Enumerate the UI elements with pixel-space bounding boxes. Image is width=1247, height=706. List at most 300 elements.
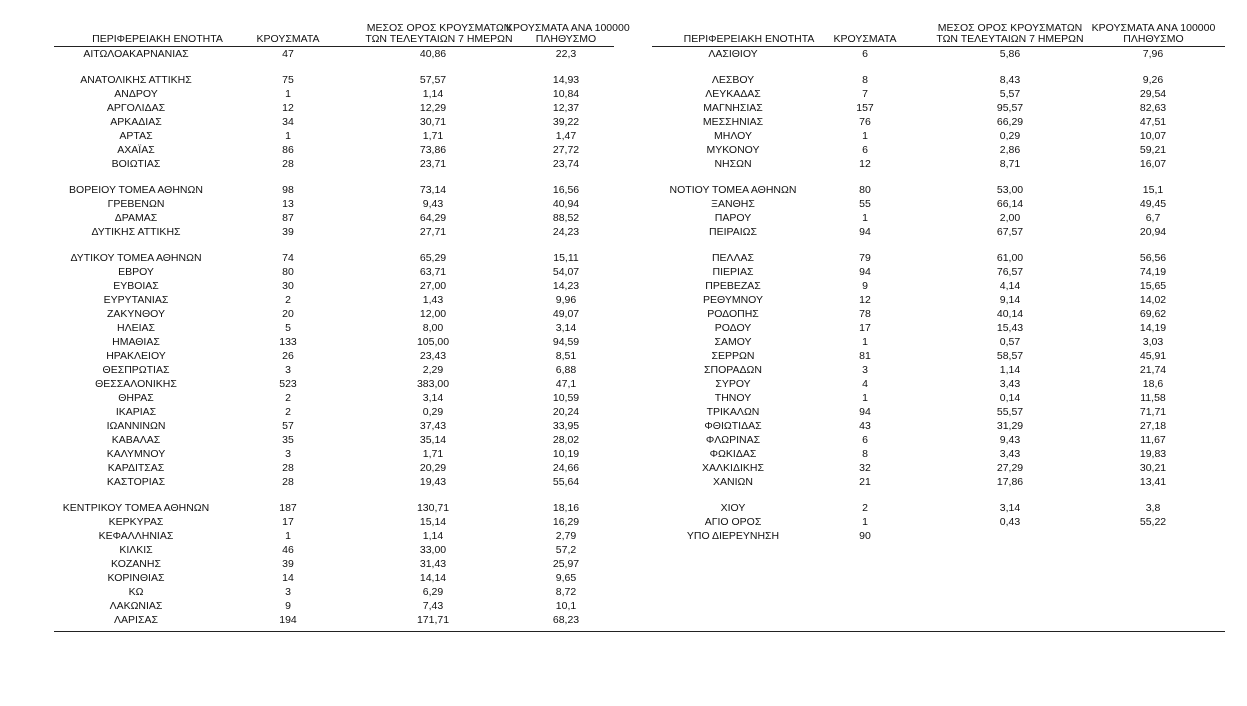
table-row [652,265,1225,279]
cell-cases: 187 [279,502,297,514]
cell-per100k: 20,94 [1139,226,1167,238]
table-row [652,73,1225,87]
cell-per100k: 23,74 [552,158,580,170]
cell-cases: 523 [279,378,297,390]
table-row [54,143,614,157]
cell-avg: 1,71 [422,448,444,460]
cell-cases: 1 [862,212,868,224]
table-row [54,529,614,543]
cell-cases: 5 [285,322,291,334]
cell-region: ΦΛΩΡΙΝΑΣ [705,434,761,446]
cell-per100k: 15,1 [1142,184,1164,196]
cell-region: ΚΟΖΑΝΗΣ [111,558,161,570]
cell-region: ΚΑΒΑΛΑΣ [111,434,161,446]
cell-per100k: 10,07 [1139,130,1167,142]
cell-avg: 17,86 [996,476,1024,488]
table-row [652,47,1225,61]
table-row [54,47,614,61]
cell-per100k: 49,07 [552,308,580,320]
table-row [652,419,1225,433]
cell-cases: 6 [862,144,868,156]
cell-per100k: 49,45 [1139,198,1167,210]
cell-per100k: 55,64 [552,476,580,488]
table-row [652,307,1225,321]
table-row [54,515,614,529]
cell-cases: 55 [859,198,871,210]
cell-avg: 3,43 [999,378,1021,390]
cell-avg: 66,29 [996,116,1024,128]
cell-avg: 0,43 [999,516,1021,528]
cell-cases: 39 [282,226,294,238]
cell-per100k: 69,62 [1139,308,1167,320]
table-row [54,225,614,239]
cell-cases: 94 [859,266,871,278]
cell-cases: 35 [282,434,294,446]
table-row [652,183,1225,197]
table-row [652,251,1225,265]
cell-avg: 1,14 [422,530,444,542]
cell-avg: 14,14 [419,572,447,584]
cell-per100k: 16,56 [552,184,580,196]
cell-avg: 73,14 [419,184,447,196]
cell-avg: 19,43 [419,476,447,488]
cell-per100k: 24,23 [552,226,580,238]
cell-region: ΘΗΡΑΣ [118,392,154,404]
cell-avg: 30,71 [419,116,447,128]
cell-avg: 7,43 [422,600,444,612]
cell-per100k: 8,51 [555,350,577,362]
cell-region: ΣΥΡΟΥ [715,378,751,390]
cell-region: ΡΕΘΥΜΝΟΥ [702,294,763,306]
cell-cases: 6 [862,48,868,60]
cell-avg: 40,86 [419,48,447,60]
cell-avg: 9,43 [999,434,1021,446]
cell-cases: 17 [859,322,871,334]
cell-avg: 76,57 [996,266,1024,278]
cell-region: ΥΠΟ ΔΙΕΡΕΥΝΗΣΗ [686,530,780,542]
cell-region: ΤΡΙΚΑΛΩΝ [706,406,760,418]
cell-cases: 80 [859,184,871,196]
table-row [54,307,614,321]
table-row [54,585,614,599]
cell-cases: 26 [282,350,294,362]
cell-region: ΑΝΑΤΟΛΙΚΗΣ ΑΤΤΙΚΗΣ [80,74,192,86]
cell-region: ΑΡΚΑΔΙΑΣ [110,116,162,128]
header-region: ΠΕΡΙΦΕΡΕΙΑΚΗ ΕΝΟΤΗΤΑ [683,33,815,45]
cell-per100k: 74,19 [1139,266,1167,278]
cell-avg: 171,71 [416,614,450,626]
cell-region: ΙΚΑΡΙΑΣ [115,406,157,418]
cell-per100k: 21,74 [1139,364,1167,376]
cell-per100k: 11,58 [1140,392,1166,404]
table-row [54,501,614,515]
cell-cases: 28 [282,462,294,474]
cell-per100k: 59,21 [1139,144,1167,156]
cell-per100k: 15,65 [1139,280,1167,292]
cell-cases: 12 [859,158,871,170]
cell-avg: 12,00 [419,308,447,320]
cell-avg: 40,14 [996,308,1024,320]
cell-avg: 37,43 [419,420,447,432]
cell-region: ΑΡΓΟΛΙΔΑΣ [106,102,166,114]
cell-avg: 67,57 [996,226,1024,238]
table-row [54,73,614,87]
cell-region: ΑΓΙΟ ΟΡΟΣ [704,516,762,528]
cell-region: ΒΟΙΩΤΙΑΣ [111,158,161,170]
cell-region: ΠΙΕΡΙΑΣ [712,266,754,278]
cell-per100k: 1,47 [555,130,577,142]
cell-cases: 8 [862,448,868,460]
cell-cases: 74 [282,252,294,264]
table-row [54,115,614,129]
cell-avg: 9,43 [422,198,444,210]
cell-region: ΡΟΔΟΥ [714,322,752,334]
cell-region: ΛΕΣΒΟΥ [711,74,755,86]
table-row [54,197,614,211]
cell-region: ΙΩΑΝΝΙΝΩΝ [106,420,166,432]
cell-region: ΛΑΡΙΣΑΣ [114,614,158,626]
cell-avg: 12,29 [419,102,447,114]
cell-per100k: 14,19 [1139,322,1167,334]
cell-region: ΣΠΟΡΑΔΩΝ [704,364,762,376]
table-row [652,461,1225,475]
cell-avg: 27,29 [996,462,1024,474]
cell-avg: 31,43 [419,558,447,570]
cell-per100k: 14,93 [552,74,580,86]
cell-region: ΞΑΝΘΗΣ [711,198,755,210]
cell-cases: 28 [282,158,294,170]
cell-region: ΚΕΡΚΥΡΑΣ [108,516,164,528]
cell-per100k: 28,02 [552,434,580,446]
cell-avg: 1,14 [999,364,1021,376]
cell-per100k: 16,07 [1139,158,1167,170]
cell-avg: 5,57 [999,88,1021,100]
table-row [652,197,1225,211]
cell-region: ΠΡΕΒΕΖΑΣ [705,280,761,292]
left-table [54,0,630,627]
cell-per100k: 10,59 [552,392,580,404]
cell-cases: 79 [859,252,871,264]
table-row [54,101,614,115]
cell-region: ΑΙΤΩΛΟΑΚΑΡΝΑΝΙΑΣ [83,48,189,60]
cell-cases: 43 [859,420,871,432]
cell-cases: 7 [862,88,868,100]
cell-avg: 0,29 [999,130,1021,142]
table-row [54,211,614,225]
cell-cases: 1 [285,88,291,100]
cell-avg: 64,29 [419,212,447,224]
table-row [652,115,1225,129]
cell-avg: 105,00 [416,336,450,348]
cell-region: ΕΥΒΟΙΑΣ [113,280,159,292]
table-row [54,377,614,391]
cell-avg: 9,14 [999,294,1021,306]
table-row [652,433,1225,447]
cell-per100k: 57,2 [555,544,577,556]
table-row [54,349,614,363]
cell-cases: 6 [862,434,868,446]
cell-cases: 30 [282,280,294,292]
cell-cases: 94 [859,226,871,238]
cell-per100k: 7,96 [1142,48,1164,60]
cell-per100k: 18,16 [552,502,580,514]
cell-avg: 2,86 [999,144,1021,156]
cell-cases: 98 [282,184,294,196]
cell-cases: 20 [282,308,294,320]
cell-region: ΜΕΣΣΗΝΙΑΣ [702,116,764,128]
cell-per100k: 22,3 [555,48,577,60]
table-row [54,321,614,335]
table-row [54,335,614,349]
cell-avg: 95,57 [996,102,1024,114]
cell-per100k: 3,8 [1145,502,1161,514]
cell-region: ΘΕΣΣΑΛΟΝΙΚΗΣ [95,378,177,390]
cell-cases: 1 [285,530,291,542]
table-row [652,475,1225,489]
cell-region: ΔΥΤΙΚΟΥ ΤΟΜΕΑ ΑΘΗΝΩΝ [70,252,202,264]
cell-region: ΗΛΕΙΑΣ [116,322,155,334]
cell-per100k: 30,21 [1139,462,1167,474]
cell-region: ΠΕΙΡΑΙΩΣ [709,226,757,238]
cell-region: ΣΕΡΡΩΝ [711,350,755,362]
table-row [54,571,614,585]
cell-per100k: 14,23 [552,280,580,292]
table-row [54,293,614,307]
cell-avg: 55,57 [996,406,1024,418]
table-row [652,515,1225,529]
cell-avg: 1,71 [422,130,444,142]
table-row [652,335,1225,349]
cell-avg: 35,14 [419,434,447,446]
cell-avg: 65,29 [419,252,447,264]
table-row [54,543,614,557]
cell-cases: 9 [285,600,291,612]
cell-cases: 1 [862,392,868,404]
cell-per100k: 45,91 [1139,350,1167,362]
cell-cases: 32 [859,462,871,474]
cell-per100k: 19,83 [1139,448,1167,460]
cell-cases: 47 [282,48,294,60]
cell-per100k: 39,22 [552,116,580,128]
table-row [54,599,614,613]
cell-per100k: 25,97 [552,558,580,570]
cell-cases: 17 [282,516,294,528]
cell-cases: 3 [285,448,291,460]
cell-region: ΜΑΓΝΗΣΙΑΣ [703,102,763,114]
table-row [652,157,1225,171]
table-row [652,101,1225,115]
cell-avg: 2,29 [422,364,444,376]
cell-region: ΔΥΤΙΚΗΣ ΑΤΤΙΚΗΣ [91,226,181,238]
cell-cases: 4 [862,378,868,390]
cell-region: ΚΑΛΥΜΝΟΥ [106,448,166,460]
cell-cases: 157 [856,102,874,114]
table-bottom-rule [54,631,1225,632]
cell-avg: 58,57 [996,350,1024,362]
cell-per100k: 6,88 [555,364,577,376]
cell-avg: 20,29 [419,462,447,474]
header-cases: ΚΡΟΥΣΜΑΤΑ [833,33,897,45]
cell-region: ΧΑΛΚΙΔΙΚΗΣ [702,462,764,474]
table-row [54,251,614,265]
cell-region: ΕΥΡΥΤΑΝΙΑΣ [103,294,169,306]
table-row [54,557,614,571]
cell-cases: 3 [285,586,291,598]
cell-avg: 383,00 [416,378,450,390]
cell-region: ΚΩ [128,586,144,598]
cell-region: ΗΜΑΘΙΑΣ [112,336,160,348]
cell-cases: 87 [282,212,294,224]
cell-region: ΦΩΚΙΔΑΣ [709,448,757,460]
cell-region: ΚΑΡΔΙΤΣΑΣ [107,462,165,474]
table-row [652,501,1225,515]
cell-region: ΑΝΔΡΟΥ [114,88,158,100]
cell-per100k: 47,51 [1139,116,1167,128]
header-per100k: ΚΡΟΥΣΜΑΤΑ ΑΝΑ 100000 ΠΛΗΘΥΣΜΟ [506,22,630,45]
cell-region: ΓΡΕΒΕΝΩΝ [107,198,165,210]
cell-region: ΜΗΛΟΥ [714,130,752,142]
cell-region: ΘΕΣΠΡΩΤΙΑΣ [102,364,170,376]
cell-per100k: 2,79 [555,530,577,542]
cell-per100k: 82,63 [1139,102,1167,114]
cell-cases: 34 [282,116,294,128]
cell-region: ΚΕΦΑΛΛΗΝΙΑΣ [98,530,174,542]
cell-per100k: 10,19 [552,448,580,460]
cell-avg: 3,14 [999,502,1021,514]
cell-per100k: 9,96 [555,294,577,306]
cell-region: ΧΑΝΙΩΝ [713,476,753,488]
cell-cases: 2 [285,294,291,306]
cell-avg: 8,71 [999,158,1021,170]
table-row [54,279,614,293]
cell-cases: 28 [282,476,294,488]
cell-region: ΒΟΡΕΙΟΥ ΤΟΜΕΑ ΑΘΗΝΩΝ [69,184,203,196]
cell-per100k: 15,11 [553,252,579,264]
cell-cases: 46 [282,544,294,556]
cell-cases: 14 [282,572,294,584]
cell-region: ΖΑΚΥΝΘΟΥ [106,308,165,320]
cell-avg: 0,57 [999,336,1021,348]
cell-avg: 73,86 [419,144,447,156]
cell-per100k: 27,72 [552,144,580,156]
cell-per100k: 14,02 [1139,294,1167,306]
cell-cases: 194 [279,614,297,626]
table-row [54,183,614,197]
cell-cases: 86 [282,144,294,156]
cell-per100k: 3,14 [555,322,577,334]
table-row [54,363,614,377]
cell-per100k: 56,56 [1139,252,1167,264]
cell-avg: 61,00 [996,252,1024,264]
table-row [54,157,614,171]
cell-region: ΝΟΤΙΟΥ ΤΟΜΕΑ ΑΘΗΝΩΝ [669,184,797,196]
cell-cases: 81 [859,350,871,362]
cell-avg: 31,29 [996,420,1024,432]
cell-cases: 1 [862,516,868,528]
cell-per100k: 16,29 [552,516,580,528]
cell-region: ΝΗΣΩΝ [714,158,752,170]
cell-per100k: 10,84 [552,88,580,100]
header-cases: ΚΡΟΥΣΜΑΤΑ [256,33,320,45]
cell-region: ΗΡΑΚΛΕΙΟΥ [106,350,166,362]
cell-cases: 94 [859,406,871,418]
cell-avg: 66,14 [996,198,1024,210]
cell-avg: 57,57 [419,74,447,86]
table-row [652,293,1225,307]
cell-avg: 23,71 [419,158,447,170]
cell-per100k: 24,66 [552,462,580,474]
cell-cases: 2 [285,406,291,418]
cell-per100k: 11,67 [1140,434,1166,446]
cell-region: ΜΥΚΟΝΟΥ [706,144,760,156]
cell-per100k: 68,23 [552,614,580,626]
cell-cases: 3 [285,364,291,376]
cell-avg: 3,43 [999,448,1021,460]
cell-region: ΤΗΝΟΥ [714,392,752,404]
cell-region: ΚΙΛΚΙΣ [119,544,153,556]
cell-cases: 1 [285,130,291,142]
table-row [652,279,1225,293]
cell-cases: 2 [285,392,291,404]
cell-region: ΠΕΛΛΑΣ [711,252,755,264]
cell-per100k: 27,18 [1139,420,1167,432]
cell-region: ΧΙΟΥ [720,502,746,514]
cell-per100k: 40,94 [552,198,580,210]
cell-cases: 75 [282,74,294,86]
cell-cases: 1 [862,336,868,348]
header-per100k: ΚΡΟΥΣΜΑΤΑ ΑΝΑ 100000 ΠΛΗΘΥΣΜΟ [1091,22,1216,45]
cell-per100k: 13,41 [1139,476,1167,488]
cell-cases: 8 [862,74,868,86]
table-row [652,447,1225,461]
left-table-body [54,47,614,627]
cell-per100k: 9,65 [555,572,577,584]
cell-cases: 1 [862,130,868,142]
table-row [652,143,1225,157]
right-table [652,0,1225,543]
cell-region: ΦΘΙΩΤΙΔΑΣ [704,420,762,432]
cell-avg: 15,14 [419,516,447,528]
table-row [652,363,1225,377]
cell-avg: 5,86 [999,48,1021,60]
cell-avg: 8,00 [422,322,444,334]
header-avg: ΜΕΣΟΣ ΟΡΟΣ ΚΡΟΥΣΜΑΤΩΝ ΤΩΝ ΤΕΛΕΥΤΑΙΩΝ 7 ΗΜΕΡΩΝ [936,22,1084,45]
table-row [652,391,1225,405]
table-row [652,87,1225,101]
table-row [652,129,1225,143]
cell-cases: 21 [859,476,871,488]
cell-avg: 63,71 [419,266,447,278]
table-row [54,447,614,461]
table-row [652,349,1225,363]
table-row [54,265,614,279]
cell-avg: 0,29 [422,406,444,418]
cell-per100k: 94,59 [552,336,580,348]
cell-avg: 0,14 [999,392,1021,404]
cell-per100k: 88,52 [552,212,580,224]
cell-avg: 33,00 [419,544,447,556]
cell-cases: 2 [862,502,868,514]
cell-cases: 9 [862,280,868,292]
cell-cases: 78 [859,308,871,320]
cell-cases: 76 [859,116,871,128]
cell-cases: 13 [282,198,294,210]
cell-avg: 53,00 [996,184,1024,196]
cell-avg: 4,14 [999,280,1021,292]
cell-region: ΕΒΡΟΥ [118,266,154,278]
cell-per100k: 20,24 [552,406,580,418]
cell-region: ΚΕΝΤΡΙΚΟΥ ΤΟΜΕΑ ΑΘΗΝΩΝ [62,502,210,514]
